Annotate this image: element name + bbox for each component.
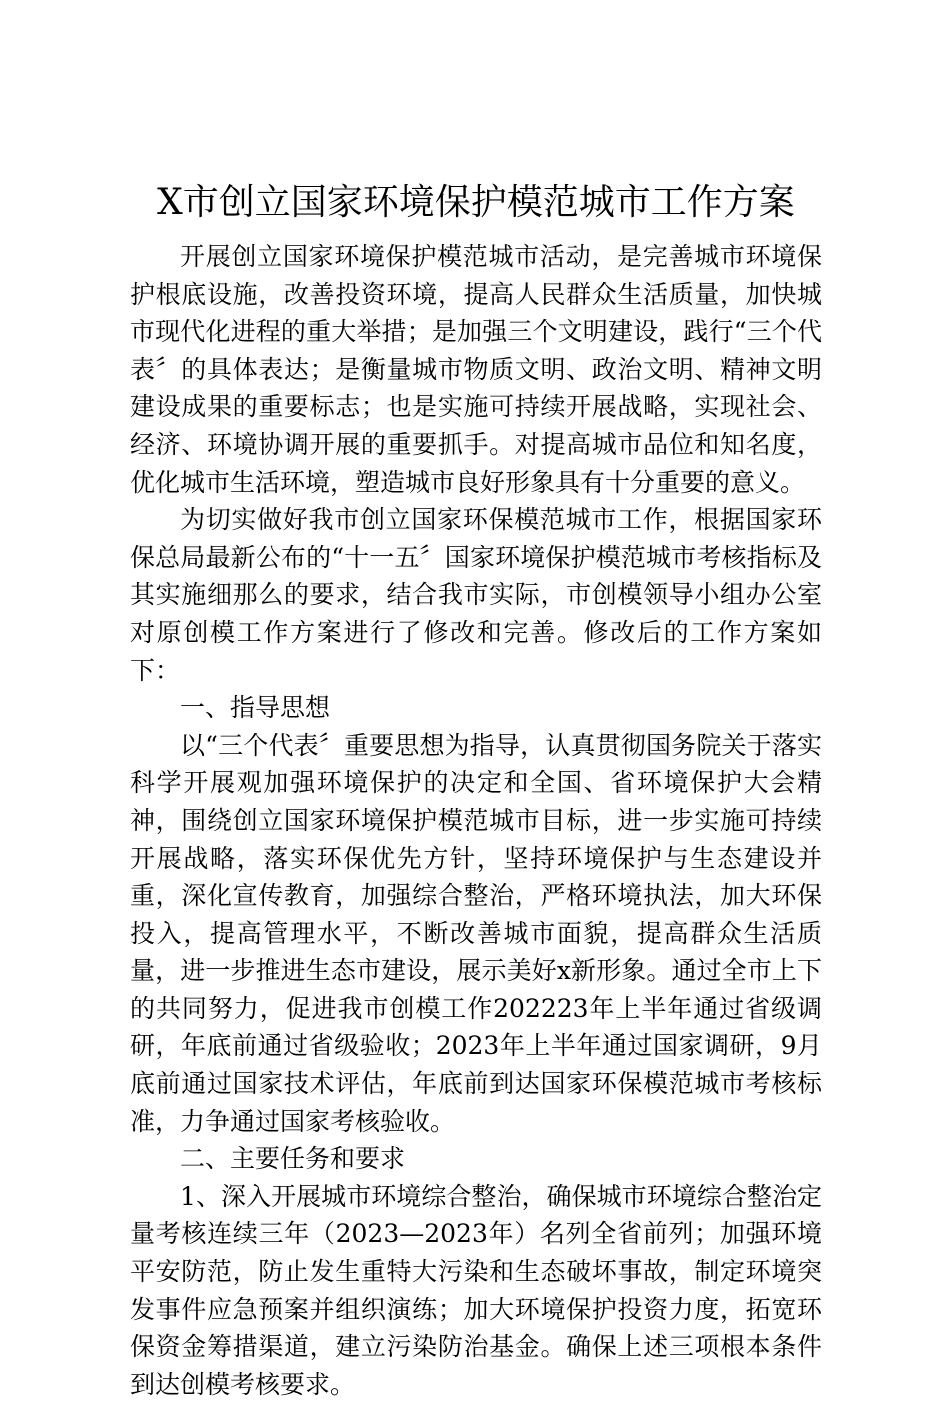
guiding-ideology-paragraph: 以“三个代表〞重要思想为指导，认真贯彻国务院关于落实科学开展观加强环境保护的决定和全国、省环境保护大会精神，围绕创立国家环境保护模范城市目标，进一步实施可持续开展战略，落实环保优先方针，坚持环境保护与生态建设并重，深化宣传教育，加强综合整治，严格环境执法，加大环保投入，提高管理水平，不断改善城市面貌，提高群众生活质量，进一步推进生态市建设，展示美好x新形象。通过全市上下的共同努力，促进我市创模工作202223年上半年通过省级调研，年底前通过省级验收；2023年上半年通过国家调研，9月底前通过国家技术评估，年底前到达国家环保模范城市考核标准，力争通过国家考核验收。 [130, 730, 822, 1136]
intro-paragraph-1: 开展创立国家环境保护模范城市活动，是完善城市环境保护根底设施，改善投资环境，提高人民群众生活质量，加快城市现代化进程的重大举措；是加强三个文明建设，践行“三个代表〞的具体表达；是衡量城市物质文明、政治文明、精神文明建设成果的重要标志；也是实施可持续开展战略，实现社会、经济、环境协调开展的重要抓手。对提高城市品位和知名度，优化城市生活环境，塑造城市良好形象具有十分重要的意义。 [130, 242, 822, 497]
intro-paragraph-2: 为切实做好我市创立国家环保模范城市工作，根据国家环保总局最新公布的“十一五〞国家环境保护模范城市考核指标及其实施细那么的要求，结合我市实际，市创模领导小组办公室对原创模工作方案进行了修改和完善。修改后的工作方案如下： [130, 505, 822, 685]
document-title: X市创立国家环境保护模范城市工作方案 [157, 182, 795, 223]
document-page [130, 176, 822, 1403]
section-heading-guiding-ideology: 一、指导思想 [180, 693, 331, 723]
section-heading-main-tasks: 二、主要任务和要求 [180, 1144, 406, 1174]
main-tasks-paragraph-1: 1、深入开展城市环境综合整治，确保城市环境综合整治定量考核连续三年（2023—2023年）名列全省前列；加强环境平安防范，防止发生重特大污染和生态破坏事故，制定环境突发事件应急预案并组织演练；加大环境保护投资力度，拓宽环保资金筹措渠道，建立污染防治基金。确保上述三项根本条件到达创模考核要求。 [130, 1181, 822, 1399]
